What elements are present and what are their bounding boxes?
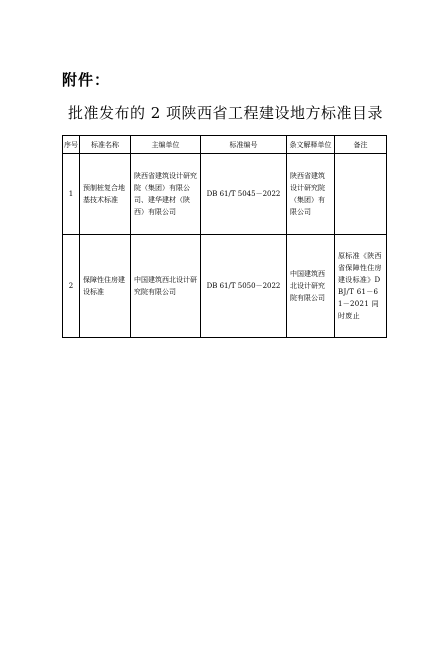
row-standard-code: DB 61/T 5045－2022 — [201, 154, 287, 235]
header-code: 标准编号 — [201, 136, 287, 154]
table-header-row — [63, 136, 387, 154]
table-row — [63, 154, 387, 235]
row-editor: 中国建筑西北设计研究院有限公司 — [131, 235, 201, 338]
row-standard-code: DB 61/T 5050－2022 — [201, 235, 287, 338]
row-no: 2 — [63, 235, 80, 338]
table-row — [63, 235, 387, 338]
header-editor: 主编单位 — [131, 136, 201, 154]
header-remark: 备注 — [335, 136, 387, 154]
document-title: 批准发布的 2 项陕西省工程建设地方标准目录 — [67, 104, 384, 122]
row-interpreter: 陕西省建筑设计研究院（集团）有限公司 — [287, 154, 335, 235]
row-interpreter: 中国建筑西北设计研究院有限公司 — [287, 235, 335, 338]
row-no: 1 — [63, 154, 80, 235]
row-standard-name: 预制桩复合地基技术标准 — [80, 154, 131, 235]
row-remark: 原标准《陕西省保障性住房建设标准》DBJ/T 61－61－2021 同时废止 — [335, 235, 387, 338]
header-no: 序号 — [63, 136, 80, 154]
attachment-label: 附件： — [62, 71, 111, 89]
row-standard-name: 保障性住房建设标准 — [80, 235, 131, 338]
header-interpreter: 条文解释单位 — [287, 136, 335, 154]
row-remark — [335, 154, 387, 235]
standards-table — [62, 135, 387, 338]
header-name: 标准名称 — [80, 136, 131, 154]
row-editor: 陕西省建筑设计研究院（集团）有限公司、建华建材（陕西）有限公司 — [131, 154, 201, 235]
